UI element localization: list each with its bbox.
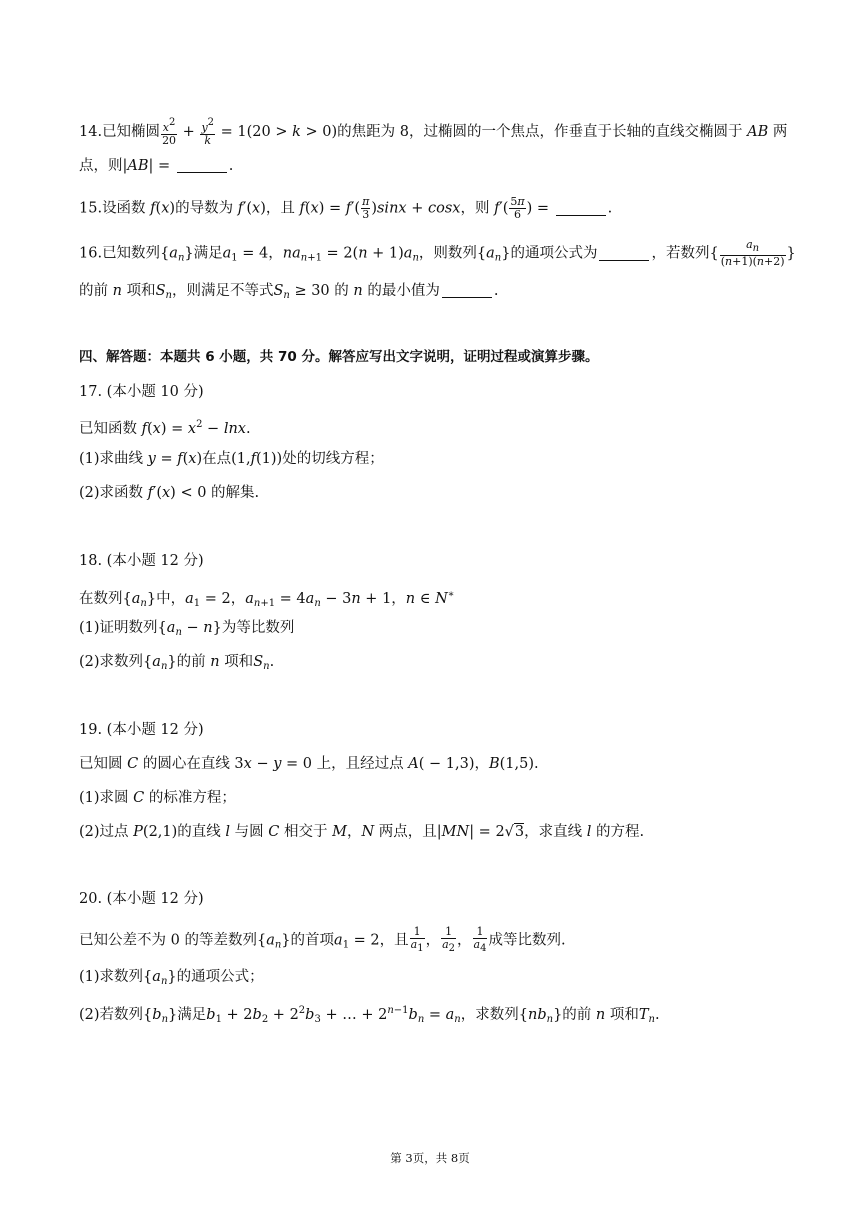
math-fraction: $\frac{y^2}{k}$ bbox=[201, 117, 215, 147]
math-fraction: $\frac{x^2}{20}$ bbox=[162, 117, 177, 147]
problem-16-line-2: 的前 n 项和$S_n$，则满足不等式$S_n \ge 30$ 的 n 的最小值为 . bbox=[79, 283, 499, 301]
answer-blank bbox=[442, 283, 492, 298]
math-fraction: $\frac{1}{a_1}$ bbox=[410, 925, 424, 954]
math-fraction: $\frac{5\pi}{6}$ bbox=[510, 195, 525, 221]
problem-19-q2: (2)过点 P(2,1)的直线 l 与圆 C 相交于 M，N 两点，且|MN| = 2√3，求直线 l 的方程. bbox=[79, 824, 645, 840]
problem-18-header: 18. (本小题 12 分) bbox=[79, 553, 204, 569]
problem-17-q2: (2)求函数 f′(x) < 0 的解集. bbox=[79, 485, 260, 501]
problem-20-intro: 已知公差不为 0 的等差数列$\{a_n\}$的首项$a_1 = 2$，且 $\frac{1}{a_1}$ ， $\frac{1}{a_2}$ ， $\frac{1}{a_4}$ 成等比数列. bbox=[79, 925, 566, 954]
problem-15: 15.设函数 f(x)的导数为 f′(x)，且 f(x) = f′( $\frac{\pi}{3}$ )sinx + cosx，则 f′( $\frac{5\pi}{6}$ ) = . bbox=[79, 195, 613, 221]
answer-blank bbox=[177, 158, 227, 173]
math-fraction: $\frac{1}{a_2}$ bbox=[442, 925, 456, 954]
math-fraction: $\frac{1}{a_4}$ bbox=[473, 925, 487, 954]
problem-14-line-1: 14.已知椭圆 $\frac{x^2}{20}$ + $\frac{y^2}{k}$ = 1(20 > k > 0)的焦距为 8，过椭圆的一个焦点，作垂直于长轴的直线交椭圆于 AB 两 bbox=[79, 117, 788, 147]
problem-18-intro: 在数列$\{a_n\}$中，$a_1 = 2$，$a_{n+1} = 4a_n - 3n + 1$，n ∈ N∗ bbox=[79, 589, 455, 609]
page-footer: 第 3页，共 8页 bbox=[390, 1151, 470, 1165]
math-fraction: $\frac{a_n}{(n+1)(n+2)}$ bbox=[720, 238, 785, 268]
problem-18-q2: (2)求数列$\{a_n\}$的前 n 项和$S_n$. bbox=[79, 654, 275, 672]
problem-17-q1: (1)求曲线 y = f(x)在点(1,f(1))处的切线方程； bbox=[79, 451, 384, 467]
problem-16-line-1: 16.已知数列$\{a_n\}$满足$a_1 = 4$，$na_{n+1} = 2(n + 1)a_n$，则数列$\{a_n\}$的通项公式为 ，若数列{ $\frac{a_n}{(n+1)(n+2)}$ } bbox=[79, 238, 796, 268]
problem-17-header: 17. (本小题 10 分) bbox=[79, 384, 204, 400]
section-heading: 四、解答题：本题共 6 小题，共 70 分。解答应写出文字说明，证明过程或演算步骤。 bbox=[79, 349, 599, 365]
answer-blank bbox=[556, 201, 606, 216]
problem-18-q1: (1)证明数列$\{a_n - n\}$为等比数列 bbox=[79, 620, 295, 638]
problem-20-q1: (1)求数列$\{a_n\}$的通项公式； bbox=[79, 969, 264, 987]
problem-20-header: 20. (本小题 12 分) bbox=[79, 891, 204, 907]
math-fraction: $\frac{\pi}{3}$ bbox=[362, 195, 370, 221]
problem-19-q1: (1)求圆 C 的标准方程； bbox=[79, 790, 236, 806]
problem-19-header: 19. (本小题 12 分) bbox=[79, 722, 204, 738]
problem-19-intro: 已知圆 C 的圆心在直线 3x − y = 0 上，且经过点 A( − 1,3)，B(1,5). bbox=[79, 756, 539, 772]
problem-17-intro: 已知函数 $f(x) = x^2 - \ln x$. bbox=[79, 419, 251, 437]
answer-blank bbox=[599, 246, 649, 261]
problem-14-line-2: 点，则|AB| = . bbox=[79, 158, 234, 174]
problem-20-q2: (2)若数列$\{b_n\}$满足$b_1 + 2b_2 + 2^2b_3$ + … + $2^{n-1}b_n = a_n$，求数列$\{nb_n\}$的前 n 项和$T_n$. bbox=[79, 1005, 660, 1025]
